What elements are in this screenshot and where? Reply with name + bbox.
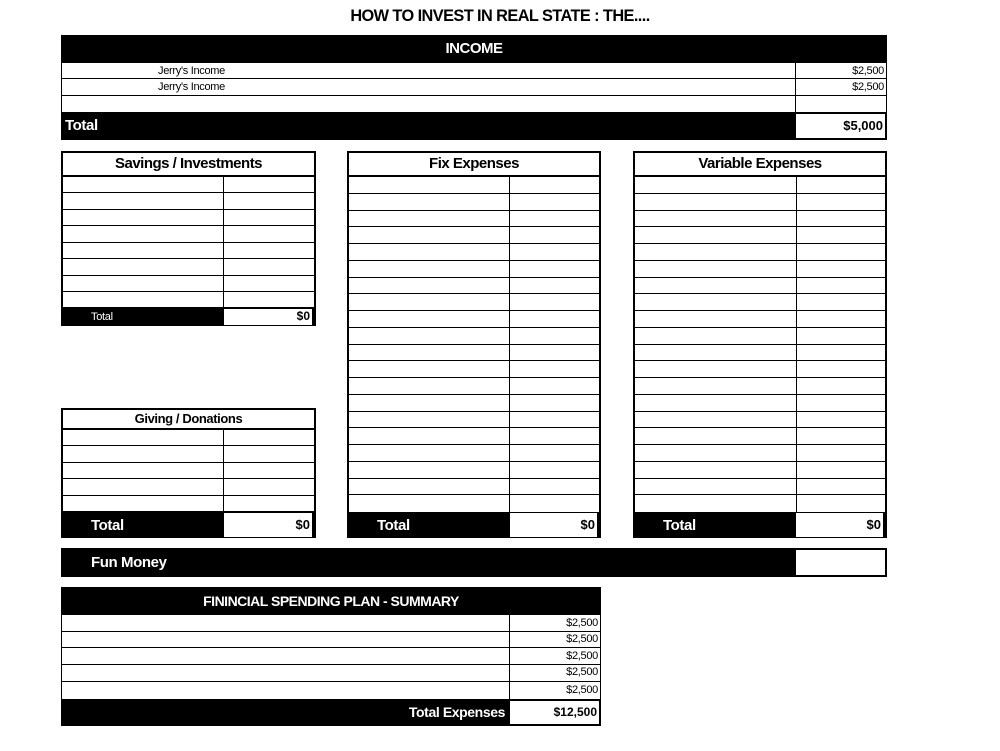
fix-expenses-row[interactable] <box>349 311 599 328</box>
fix-expenses-row[interactable] <box>349 177 599 194</box>
giving-row[interactable] <box>63 446 314 463</box>
income-row-value: $2,500 <box>852 81 884 93</box>
summary-total-value: $12,500 <box>553 705 597 719</box>
variable-expenses-row[interactable] <box>635 244 885 261</box>
fix-expenses-total-label: Total <box>377 517 410 534</box>
giving-total-value: $0 <box>295 517 310 532</box>
fix-expenses-rows <box>349 177 599 512</box>
summary-row[interactable] <box>62 665 600 682</box>
fix-expenses-total-bar <box>347 512 601 538</box>
fix-expenses-row[interactable] <box>349 194 599 211</box>
fix-expenses-total-cell <box>510 513 597 537</box>
variable-expenses-row[interactable] <box>635 328 885 345</box>
giving-rows <box>63 430 314 512</box>
savings-rows <box>63 177 314 308</box>
fix-expenses-row[interactable] <box>349 244 599 261</box>
giving-total-cell <box>224 513 312 537</box>
income-row-label: Jerry's Income <box>158 65 225 77</box>
variable-expenses-row[interactable] <box>635 294 885 311</box>
fun-money-bar <box>61 548 887 577</box>
fix-expenses-row[interactable] <box>349 278 599 295</box>
page-title: HOW TO INVEST IN REAL STATE : THE.... <box>350 6 650 25</box>
variable-expenses-row[interactable] <box>635 194 885 211</box>
summary-row-value: $2,500 <box>566 684 598 696</box>
variable-expenses-row[interactable] <box>635 345 885 362</box>
summary-header-label: FININCIAL SPENDING PLAN - SUMMARY <box>203 593 459 609</box>
giving-total-bar <box>61 512 316 538</box>
income-total-cell <box>796 114 885 138</box>
summary-total-bar <box>61 699 601 726</box>
savings-row[interactable] <box>63 276 314 292</box>
summary-row[interactable] <box>62 615 600 632</box>
savings-table <box>61 151 316 325</box>
income-row-value: $2,500 <box>852 65 884 77</box>
variable-expenses-row[interactable] <box>635 261 885 278</box>
variable-expenses-header <box>635 153 885 177</box>
fix-expenses-row[interactable] <box>349 428 599 445</box>
summary-row[interactable] <box>62 648 600 665</box>
summary-row-value: $2,500 <box>566 633 598 645</box>
savings-row[interactable] <box>63 292 314 308</box>
income-row-label: Jerry's Income <box>158 81 225 93</box>
variable-expenses-total-bar <box>633 512 887 538</box>
summary-row-value: $2,500 <box>566 617 598 629</box>
fix-expenses-header <box>349 153 599 177</box>
summary-table <box>61 615 601 699</box>
savings-total-label: Total <box>91 311 113 323</box>
income-header <box>61 35 887 63</box>
fix-expenses-row[interactable] <box>349 445 599 462</box>
savings-total-value: $0 <box>296 309 310 323</box>
fun-money-label: Fun Money <box>91 554 167 571</box>
giving-header <box>63 410 314 430</box>
savings-row[interactable] <box>63 210 314 226</box>
savings-row[interactable] <box>63 177 314 193</box>
summary-row[interactable] <box>62 682 600 699</box>
fix-expenses-row[interactable] <box>349 479 599 496</box>
fix-expenses-row[interactable] <box>349 395 599 412</box>
fun-money-value-cell[interactable] <box>796 550 885 575</box>
variable-expenses-table <box>633 151 887 538</box>
variable-expenses-row[interactable] <box>635 428 885 445</box>
variable-expenses-row[interactable] <box>635 211 885 228</box>
fix-expenses-row[interactable] <box>349 412 599 429</box>
variable-expenses-row[interactable] <box>635 495 885 512</box>
variable-expenses-row[interactable] <box>635 177 885 194</box>
variable-expenses-row[interactable] <box>635 445 885 462</box>
savings-row[interactable] <box>63 243 314 259</box>
fix-expenses-row[interactable] <box>349 211 599 228</box>
variable-expenses-row[interactable] <box>635 278 885 295</box>
variable-expenses-row[interactable] <box>635 395 885 412</box>
fix-expenses-table <box>347 151 601 538</box>
variable-expenses-row[interactable] <box>635 227 885 244</box>
fix-expenses-row[interactable] <box>349 328 599 345</box>
variable-expenses-rows <box>635 177 885 512</box>
summary-total-label: Total Expenses <box>408 704 505 720</box>
variable-expenses-row[interactable] <box>635 412 885 429</box>
fix-expenses-row[interactable] <box>349 261 599 278</box>
fix-expenses-row[interactable] <box>349 294 599 311</box>
savings-row[interactable] <box>63 193 314 210</box>
variable-expenses-header-label: Variable Expenses <box>698 155 822 172</box>
income-total-bar <box>61 112 887 140</box>
summary-row-value: $2,500 <box>566 666 598 678</box>
income-row[interactable] <box>62 79 886 96</box>
fix-expenses-header-label: Fix Expenses <box>429 155 519 172</box>
fix-expenses-row[interactable] <box>349 361 599 378</box>
summary-header <box>61 587 601 615</box>
income-row[interactable] <box>62 63 886 79</box>
variable-expenses-row[interactable] <box>635 311 885 328</box>
savings-row[interactable] <box>63 259 314 276</box>
savings-header-label: Savings / Investments <box>114 155 263 172</box>
income-header-label: INCOME <box>445 40 503 57</box>
fix-expenses-row[interactable] <box>349 227 599 244</box>
giving-row[interactable] <box>63 430 314 446</box>
variable-expenses-total-value: $0 <box>866 517 881 532</box>
income-table <box>61 63 887 112</box>
variable-expenses-total-cell <box>796 513 883 537</box>
savings-total-cell <box>224 309 312 325</box>
income-row-empty[interactable] <box>62 96 886 112</box>
giving-row[interactable] <box>63 479 314 496</box>
summary-row-value: $2,500 <box>566 650 598 662</box>
fix-expenses-row[interactable] <box>349 495 599 512</box>
income-total-label: Total <box>65 117 98 134</box>
variable-expenses-row[interactable] <box>635 378 885 395</box>
giving-total-label: Total <box>91 517 124 534</box>
savings-total-bar <box>61 308 316 326</box>
giving-table <box>61 408 316 538</box>
giving-row[interactable] <box>63 463 314 479</box>
summary-row[interactable] <box>62 632 600 648</box>
variable-expenses-row[interactable] <box>635 462 885 479</box>
summary-total-cell <box>510 701 599 724</box>
variable-expenses-row[interactable] <box>635 479 885 496</box>
giving-row[interactable] <box>63 496 314 512</box>
fix-expenses-row[interactable] <box>349 345 599 362</box>
fix-expenses-total-value: $0 <box>580 517 595 532</box>
fix-expenses-row[interactable] <box>349 462 599 479</box>
savings-row[interactable] <box>63 226 314 243</box>
giving-header-label: Giving / Donations <box>134 411 243 426</box>
variable-expenses-row[interactable] <box>635 361 885 378</box>
savings-header <box>63 153 314 177</box>
income-total-value: $5,000 <box>843 118 883 133</box>
variable-expenses-total-label: Total <box>663 517 696 534</box>
fix-expenses-row[interactable] <box>349 378 599 395</box>
